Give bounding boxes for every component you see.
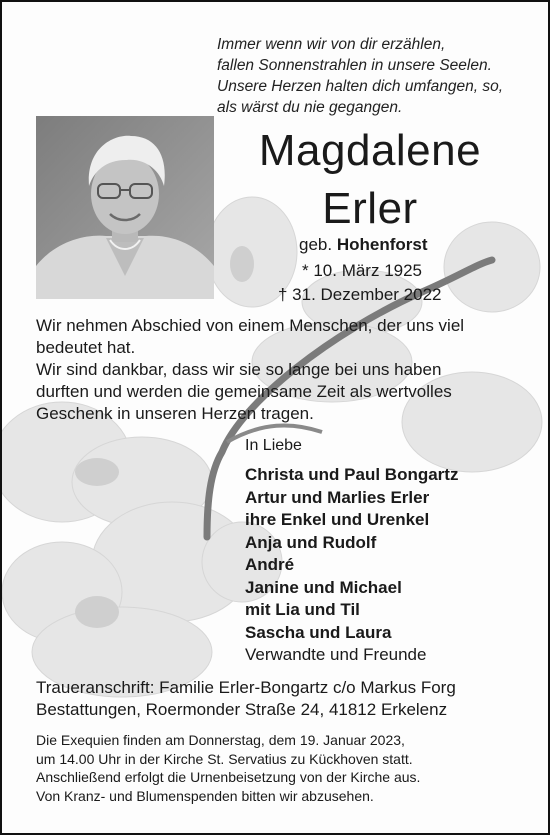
mourners-closing: Verwandte und Freunde (245, 645, 427, 664)
birth-date: * 10. März 1925 (302, 261, 423, 280)
service-line: Anschließend erfolgt die Urnenbeisetzung von der Kirche aus. (36, 769, 421, 785)
mourner: André (245, 555, 295, 574)
farewell-line: bedeutet hat. (36, 338, 136, 357)
farewell-text (36, 315, 526, 425)
service-line: Die Exequien finden am Donnerstag, dem 19. Januar 2023, (36, 732, 405, 748)
address-line: Bestattungen, Roermonder Straße 24, 41812 Erkelenz (36, 700, 448, 719)
poem-line: Unsere Herzen halten dich umfangen, so, (217, 78, 504, 95)
mourner: mit Lia und Til (245, 600, 360, 619)
farewell-line: Geschenk in unseren Herzen tragen. (36, 404, 314, 423)
mourners-list (245, 464, 458, 667)
maiden-name: Hohenforst (336, 235, 428, 254)
death-date: † 31. Dezember 2022 (278, 285, 442, 304)
mourner: Christa und Paul Bongartz (245, 465, 459, 484)
farewell-line: Wir nehmen Abschied von einem Menschen, der uns viel (36, 316, 465, 335)
born-prefix: geb. (299, 235, 333, 254)
in-love-label: In Liebe (245, 437, 302, 454)
mourner: ihre Enkel und Urenkel (245, 510, 430, 529)
portrait-photo (36, 116, 214, 299)
mourning-address (36, 677, 526, 721)
mourner: Janine und Michael (245, 577, 402, 597)
poem-line: Immer wenn wir von dir erzählen, (217, 36, 446, 53)
mourner: Artur und Marlies Erler (245, 487, 430, 507)
poem-line: als wärst du nie gegangen. (217, 99, 403, 116)
poem (217, 34, 537, 118)
funeral-service-info (36, 731, 526, 805)
poem-line: fallen Sonnenstrahlen in unsere Seelen. (217, 57, 492, 74)
maiden-name-line (299, 235, 428, 255)
farewell-line: durften und werden die gemeinsame Zeit als wertvolles (36, 382, 452, 401)
mourner: Anja und Rudolf (245, 532, 377, 552)
mourner: Sascha und Laura (245, 622, 392, 642)
service-line: um 14.00 Uhr in der Kirche St. Servatius zu Kückhoven statt. (36, 750, 413, 767)
deceased-first-name: Magdalene (258, 126, 482, 175)
service-line: Von Kranz- und Blumenspenden bitten wir abzusehen. (36, 787, 374, 804)
deceased-last-name: Erler (322, 184, 418, 233)
farewell-line: Wir sind dankbar, dass wir sie so lange bei uns haben (36, 360, 442, 379)
address-line: Traueranschrift: Familie Erler-Bongartz c/o Markus Forg (36, 678, 456, 697)
